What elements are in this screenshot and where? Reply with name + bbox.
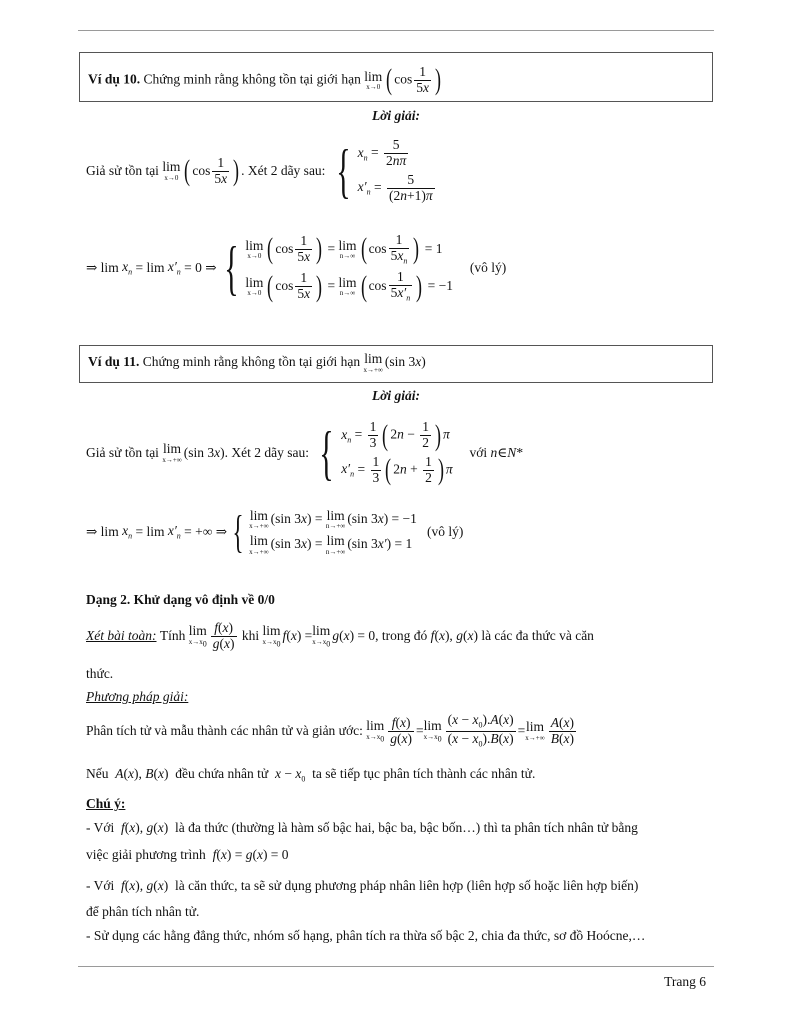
problem-statement: Xét bài toàn: Tính lim $x\to x_0$ $\frac{f(x)}{g(x)}$ khi lim $x\to x_0$ f ( x ) = lim $x\to x_0$ g ( x ) = 0 , trong đó f ( x ), g ( x ) là các đa thức và căn (86, 619, 594, 651)
example-11-solution-title: Lời giải: (371, 388, 421, 403)
example-11-label: Ví dụ 11. (88, 353, 140, 369)
example-10-statement: Chứng minh rằng không tồn tại giới hạn (143, 71, 361, 87)
example-11-assumption: Giả sử tồn tại lim x→+∞ (sin 3 x ) . Xét 2 dãy sau: { $x_n$ = $\frac{1}{3}$ ( 2n − $\frac{1}{2}$ ) π $x'_n$ = $\frac{1}{3}$ ( 2n + $\frac{1}{2}$ ) π với n ∈ N * (86, 418, 524, 487)
note-2-cont: để phân tích nhân tử. (86, 904, 200, 919)
example-10-solution-title: Lời giải: (371, 108, 421, 123)
example-11-box: Ví dụ 11. Chứng minh rằng không tồn tại giới hạn lim x→+∞ (sin 3x) (79, 345, 713, 383)
note-3: - Sử dụng các hằng đẳng thức, nhóm số hạng, phân tích ra thừa số bậc 2, chia đa thức, sơ đồ Hoócne,… (86, 928, 646, 943)
note-1: - Với f(x), g(x) là đa thức (thường là hàm số bậc hai, bậc ba, bậc bốn…) thì ta phân tích nhân tử bằng (86, 820, 638, 835)
header-rule (78, 30, 714, 31)
example-10-label: Ví dụ 10. (88, 71, 141, 87)
note-label: Chú ý: (86, 796, 126, 811)
method-formula: Phân tích tử và mẫu thành các nhân tử và giản ước: lim $x\to x_0$ $\frac{f(x)}{g(x)}$ = lim $x\to x_0$ $\frac{(x - x_0).A(x)}{(x - x_0).B(x)}$ = lim x→+∞ $\frac{A(x)}{B(x)}$ (86, 712, 574, 749)
if-statement: Nếu A(x), B(x) đều chứa nhân tử $x - x_0$ ta sẽ tiếp tục phân tích thành các nhân tử. (86, 766, 536, 784)
example-11-statement: Chứng minh rằng không tồn tại giới hạn (142, 353, 361, 369)
example-10-contradiction: ⇒ lim $x_n$ = lim $x'_n$ = 0 ⇒ { lim x→0 ( cos $\frac{1}{5x}$ ) = lim n→∞ ( cos $\frac{1}{5x_n}$ ) = 1 lim x→0 ( cos $\frac{1}{5x}$ ) = lim n→∞ ( cos $\frac{1}{5x'_n}$ ) = −1 (vô lý) (86, 231, 507, 303)
example-10-assumption: Giả sử tồn tại lim x→0 ( cos $\frac{1}{5x}$ ) . Xét 2 dãy sau: { $x_n$ = $\frac{5}{2n\pi}$ $x'_n$ = $\frac{5}{(2n+1)\pi}$ (86, 137, 433, 204)
method-label: Phương pháp giải: (86, 689, 189, 704)
footer-rule (78, 966, 714, 967)
note-2: - Với f(x), g(x) là căn thức, ta sẽ sử dụng phương pháp nhân liên hợp (liên hợp số hoặc liên hợp biến) (86, 878, 639, 893)
page-number: Trang 6 (664, 974, 706, 989)
note-1-cont: việc giải phương trình f(x) = g(x) = 0 (86, 847, 289, 862)
example-10-box: Ví dụ 10. Chứng minh rằng không tồn tại giới hạn lim x→0 ( cos $\frac{1}{5x}$ ) (79, 52, 713, 102)
example-11-contradiction: ⇒ lim $x_n$ = lim $x'_n$ = +∞ ⇒ { lim x→+∞ (sin 3x) = lim n→+∞ (sin 3x) = −1 lim x→+∞ (sin 3x) = lim n→+∞ (sin 3x′) = 1 (vô lý) (86, 506, 464, 557)
problem-statement-cont: thức. (86, 666, 114, 681)
section-title: Dạng 2. Khử dạng vô định về 0/0 (86, 592, 275, 607)
